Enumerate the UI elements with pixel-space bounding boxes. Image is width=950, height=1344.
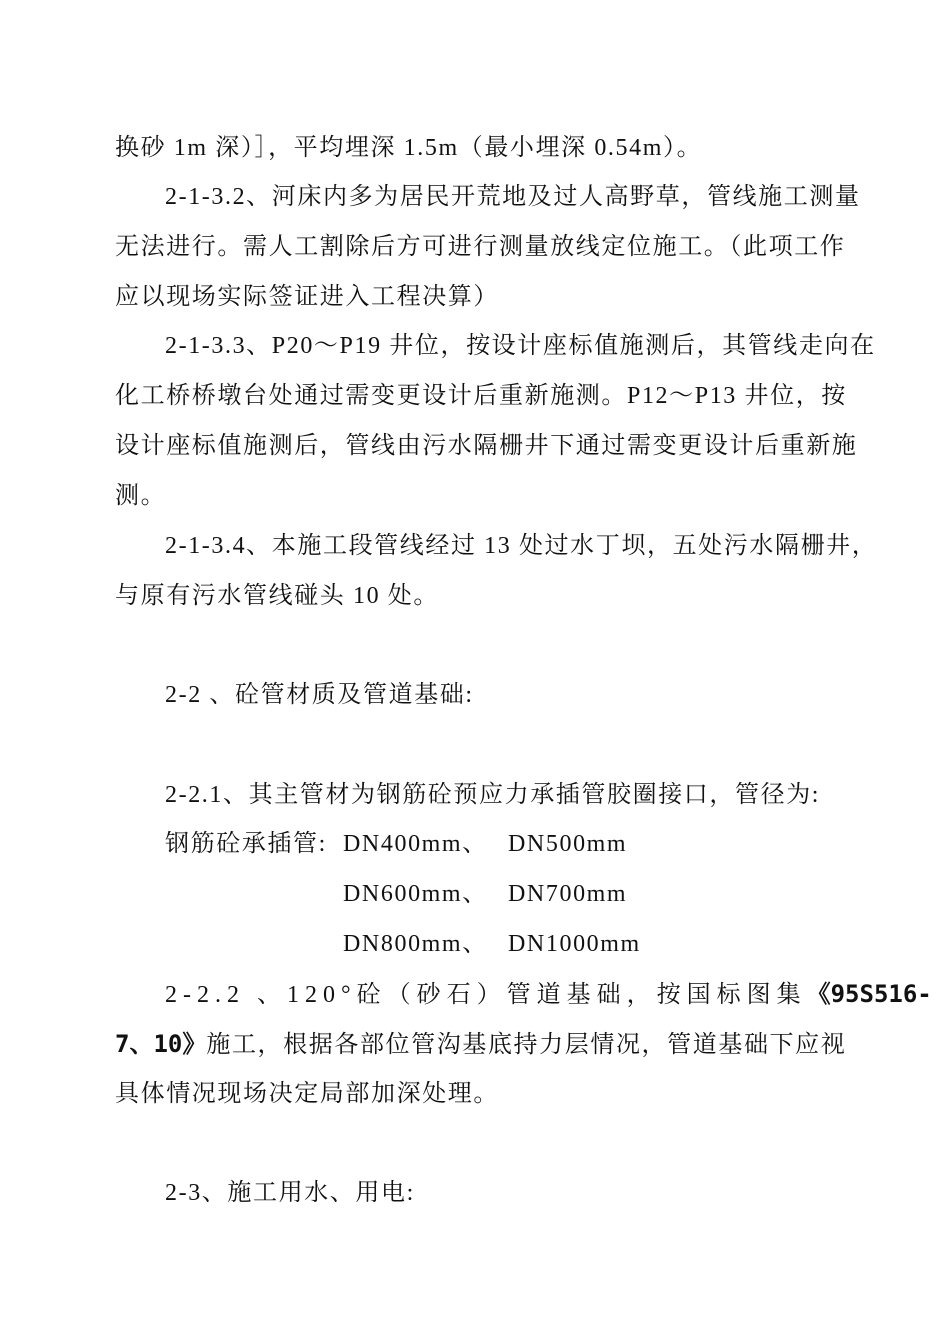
pipe-size: DN600mm、 bbox=[343, 881, 488, 907]
paragraph-line: 具体情况现场决定局部加深处理。 bbox=[115, 1081, 499, 1107]
paragraph-line: 换砂 1m 深）］，平均埋深 1.5m（最小埋深 0.54m）。 bbox=[115, 135, 703, 161]
section-heading: 2-2 、砼管材质及管道基础: bbox=[165, 682, 474, 708]
paragraph-line: 应以现场实际签证进入工程决算） bbox=[115, 284, 499, 310]
pipe-size: DN800mm、 bbox=[343, 931, 488, 957]
paragraph-line: 2-1-3.3、P20～P19 井位，按设计座标值施测后，其管线走向在 bbox=[165, 333, 876, 359]
paragraph-text: 施工，根据各部位管沟基底持力层情况，管道基础下应视 bbox=[206, 1032, 847, 1058]
paragraph-line: 2-2.1、其主管材为钢筋砼预应力承插管胶圈接口，管径为: bbox=[165, 782, 821, 808]
paragraph-text: 2-2.2 、120°砼（砂石）管道基础，按国标图集 bbox=[165, 982, 807, 1008]
standard-code: 《95S516- bbox=[806, 980, 932, 1008]
pipe-size: DN1000mm bbox=[508, 931, 641, 957]
paragraph-line: 2-1-3.4、本施工段管线经过 13 处过水丁坝，五处污水隔栅井， bbox=[165, 533, 878, 559]
paragraph-line: 化工桥桥墩台处通过需变更设计后重新施测。P12～P13 井位，按 bbox=[115, 383, 847, 409]
pipe-size: DN700mm bbox=[508, 881, 628, 907]
standard-code: 7、10》 bbox=[115, 1030, 207, 1058]
section-heading: 2-3、施工用水、用电: bbox=[165, 1180, 415, 1206]
paragraph-line bbox=[115, 1028, 846, 1061]
pipe-size: DN400mm、 bbox=[343, 831, 488, 857]
paragraph-line: 设计座标值施测后，管线由污水隔栅井下通过需变更设计后重新施 bbox=[115, 433, 858, 459]
pipe-type-label: 钢筋砼承插管: bbox=[165, 831, 327, 857]
pipe-size: DN500mm bbox=[508, 831, 628, 857]
paragraph-line: 2-1-3.2、河床内多为居民开荒地及过人高野草，管线施工测量 bbox=[165, 184, 861, 210]
paragraph-line: 测。 bbox=[115, 483, 167, 509]
paragraph-line: 无法进行。需人工割除后方可进行测量放线定位施工。（此项工作 bbox=[115, 234, 846, 260]
paragraph-line bbox=[165, 978, 932, 1011]
paragraph-line: 与原有污水管线碰头 10 处。 bbox=[115, 583, 439, 609]
